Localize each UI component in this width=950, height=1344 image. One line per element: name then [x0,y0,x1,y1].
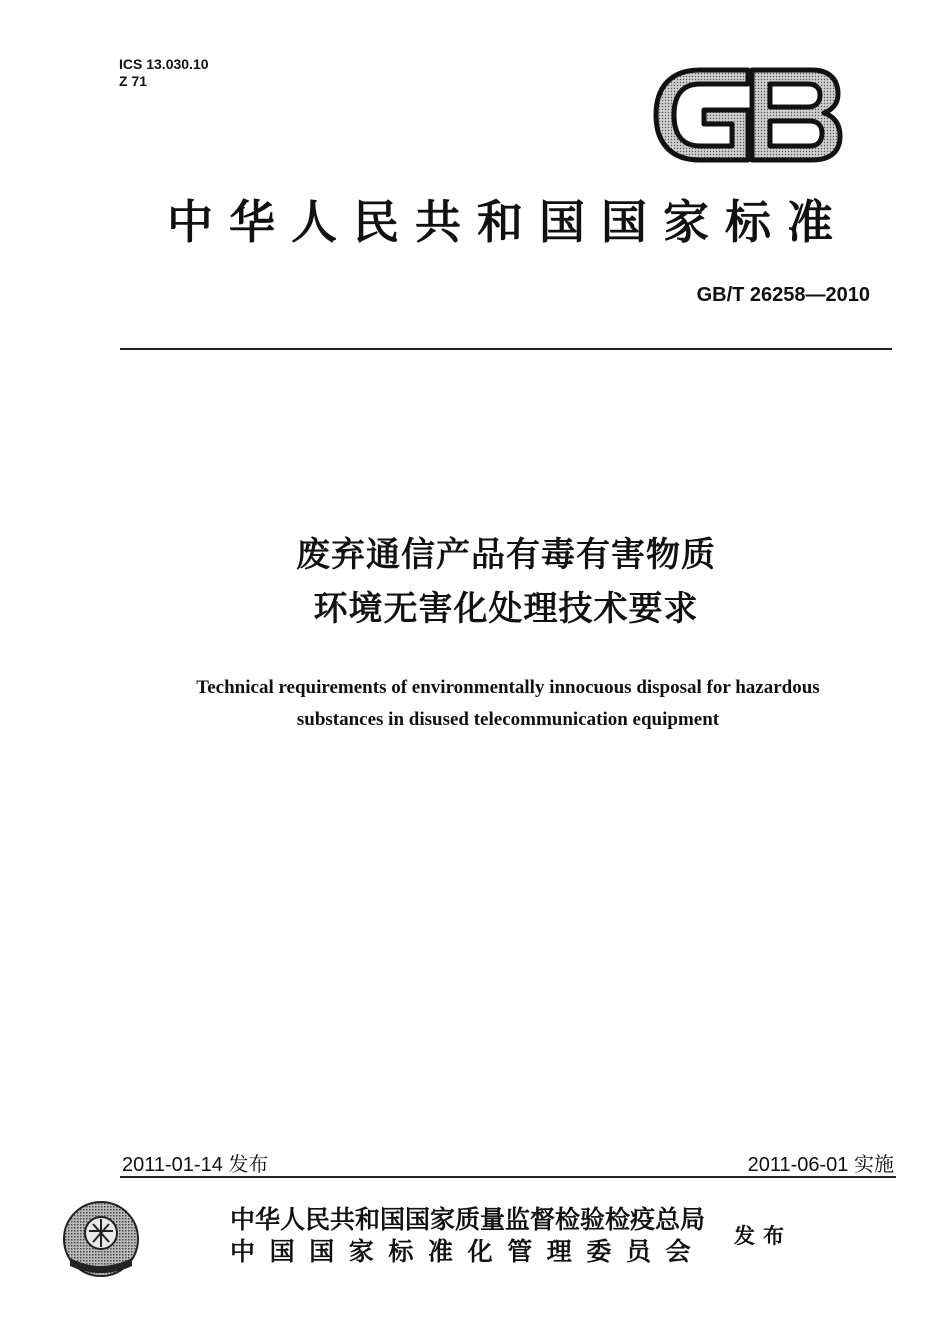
english-title-line1: Technical requirements of environmentally innocuous disposal for hazardous [196,677,820,698]
english-title [110,672,906,736]
ics-code: ICS 13.030.10 [119,56,209,72]
issuer-sac: 中国国家标准化管理委员会 [230,1237,706,1266]
issuer-aqsiq: 中华人民共和国国家质量监督检验检疫总局 [230,1205,706,1234]
english-title-line2: substances in disused telecommunication equipment [296,709,720,730]
top-divider [120,348,892,350]
implement-date: 2011-06-01 实施 [747,1154,894,1176]
ccs-code: Z 71 [119,73,148,89]
classification-codes [119,56,209,90]
issue-date: 2011-01-14 发布 [122,1154,269,1176]
publish-label: 发布 [734,1223,792,1248]
chinese-title [120,528,892,636]
chinese-title-line2: 环境无害化处理技术要求 [313,589,699,629]
issuing-authorities [230,1204,705,1268]
chinese-title-line1: 废弃通信产品有毒有害物质 [296,535,716,575]
standard-code: GB/T 26258—2010 [696,284,870,306]
standard-category: 中华人民共和国国家标准 [167,195,849,249]
bottom-divider [120,1176,896,1178]
official-seal-icon [62,1200,140,1278]
gb-logo-icon [652,66,844,164]
